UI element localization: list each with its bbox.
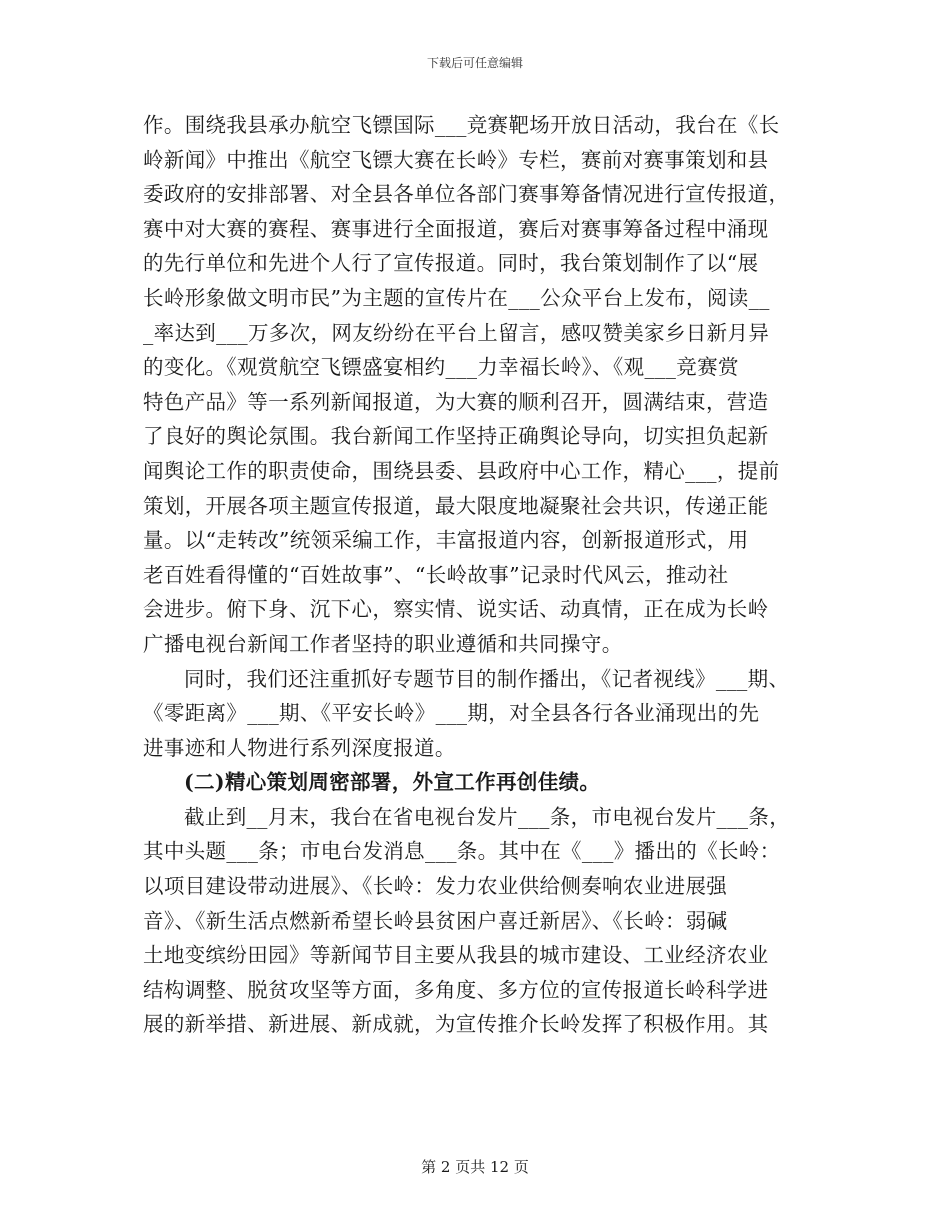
paragraph-line: 广播电视台新闻工作者坚持的职业遵循和共同操守。 xyxy=(143,631,623,656)
paragraph-line: 音》、《新生活点燃新希望长岭县贫困户喜迁新居》、《长岭：弱碱 xyxy=(143,908,728,933)
paragraph-line: 作。围绕我县承办航空飞镖国际___竞赛靶场开放日活动，我台在《长 xyxy=(143,113,780,137)
paragraph-line-indented: 同时，我们还注重抓好专题节目的制作播出，《记者视线》___期、 xyxy=(184,666,790,691)
section-heading: (二)精心策划周密部署，外宣工作再创佳绩。 xyxy=(184,770,601,795)
paragraph-line: 老百姓看得懂的“百姓故事”、“长岭故事”记录时代风云，推动社 xyxy=(143,562,729,587)
document-body xyxy=(143,108,811,1042)
paragraph-line: 委政府的安排部署、对全县各单位各部门赛事筹备情况进行宣传报道， xyxy=(143,182,790,207)
paragraph-line: 赛中对大赛的赛程、赛事进行全面报道，赛后对赛事筹备过程中涌现 xyxy=(143,216,769,241)
paragraph-line: 岭新闻》中推出《航空飞镖大赛在长岭》专栏，赛前对赛事策划和县 xyxy=(143,147,769,172)
paragraph-line: 进事迹和人物进行系列深度报道。 xyxy=(143,735,456,760)
paragraph-line-indented: 截止到__月末，我台在省电视台发片___条，市电视台发片___条， xyxy=(184,804,791,829)
paragraph-line: 展的新举措、新进展、新成就，为宣传推介长岭发挥了积极作用。其 xyxy=(143,1012,769,1037)
paragraph-line: _率达到___万多次，网友纷纷在平台上留言，感叹赞美家乡日新月异 xyxy=(143,320,770,345)
paragraph-line: 其中头题___条；市电台发消息___条。其中在《___》播出的《长岭： xyxy=(143,839,781,864)
paragraph-line: 特色产品》等一系列新闻报道，为大赛的顺利召开，圆满结束，营造 xyxy=(143,389,769,414)
paragraph-line: 闻舆论工作的职责使命，围绕县委、县政府中心工作，精心___，提前 xyxy=(143,458,780,483)
paragraph-line: 了良好的舆论氛围。我台新闻工作坚持正确舆论导向，切实担负起新 xyxy=(143,424,769,449)
paragraph-line: 结构调整、脱贫攻坚等方面，多角度、多方位的宣传报道长岭科学进 xyxy=(143,977,769,1002)
paragraph-line: 《零距离》___期、《平安长岭》___期，对全县各行各业涌现出的先 xyxy=(143,701,760,726)
paragraph-line: 会进步。俯下身、沉下心，察实情、说实话、动真情，正在成为长岭 xyxy=(143,597,769,622)
paragraph-line: 策划，开展各项主题宣传报道，最大限度地凝聚社会共识，传递正能 xyxy=(143,493,769,518)
paragraph-line: 的变化。《观赏航空飞镖盛宴相约___力幸福长岭》、《观___竞赛赏 xyxy=(143,355,739,380)
paragraph-line: 的先行单位和先进个人行了宣传报道。同时，我台策划制作了以“展 xyxy=(143,251,759,276)
page-header: 下载后可任意编辑 xyxy=(426,56,523,70)
paragraph-line: 长岭形象做文明市民”为主题的宣传片在___公众平台上发布，阅读__ xyxy=(143,285,770,310)
paragraph-line: 土地变缤纷田园》等新闻节目主要从我县的城市建设、工业经济农业 xyxy=(143,943,769,968)
paragraph-line: 以项目建设带动进展》、《长岭：发力农业供给侧奏响农业进展强 xyxy=(143,874,728,899)
page-number-footer: 第 2 页共 12 页 xyxy=(421,1158,529,1176)
paragraph-line: 量。以“走转改”统领采编工作，丰富报道内容，创新报道形式，用 xyxy=(143,528,749,553)
